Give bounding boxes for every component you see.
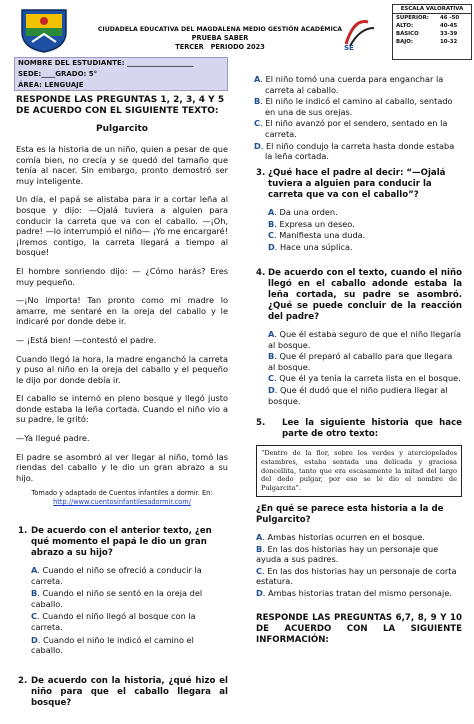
question-text: ¿Qué hace el padre al decir: “—Ojalá tuviera a alguien para conducir la carreta que va con el caballo”? <box>268 168 446 200</box>
final-instructions: RESPONDE LAS PREGUNTAS 6,7, 8, 9 Y 10 DE ACUERDO CON LA SIGUIENTE INFORMACIÓN: <box>256 612 462 645</box>
question-2 <box>18 676 228 709</box>
answer-option-b[interactable]: B. Expresa un deseo. <box>268 218 355 229</box>
answer-option-d[interactable]: D. Hace una súplica. <box>268 241 353 252</box>
source-link-wrap <box>16 498 228 507</box>
answer-option-a[interactable]: A. Que él estaba seguro de que el niño llegaría al bosque. <box>268 329 462 350</box>
institution-emblem <box>340 14 380 52</box>
question-5 <box>256 418 462 646</box>
source-note: Tomado y adaptado de Cuentos infantiles a dormir. En: <box>31 489 213 498</box>
answer-option-d[interactable]: D. Cuando el niño le indicó el camino el caballo. <box>31 634 194 656</box>
answer-options <box>256 329 462 406</box>
scale-row: BÁSICO 33-39 <box>396 31 458 37</box>
grading-scale <box>392 4 472 60</box>
story-title: Pulgarcito <box>96 124 148 134</box>
answer-option-d[interactable]: D. Ambas historias tratan del mismo personaje. <box>256 587 452 598</box>
story-paragraph: Un día, el papá se alistaba para ir a cortar leña al bosque y dijo: —Ojalá tuviera a alguien para conducir la carreta que va con el caballo. —¡Oh, padre! —lo interrumpió el niño— ¡Yo me encargaré! ¡Iremos contigo, la carreta llegará a tiempo al bosque! <box>16 194 228 258</box>
followup-question: ¿En qué se parece esta historia a la de Pulgarcito? <box>256 503 444 525</box>
question-3-header <box>256 168 462 201</box>
answer-option-d[interactable]: D. El niño condujo la carreta hasta donde estaba la leña cortada. <box>254 140 455 162</box>
scale-row: SUPERIOR: 46 -50 <box>396 15 460 21</box>
scale-title: ESCALA VALORATIVA <box>393 5 471 14</box>
shield-icon <box>18 6 70 54</box>
school-logo <box>18 6 70 54</box>
answer-option-a[interactable]: A. Da una orden. <box>268 207 338 217</box>
question-1 <box>18 526 228 656</box>
answer-option-b[interactable]: B. Que él preparó al caballo para que llegara al bosque. <box>268 351 453 372</box>
scale-row: ALTO: 40-45 <box>396 23 458 29</box>
answer-option-a[interactable]: A. Cuando el niño se ofreció a conducir la carreta. <box>31 565 202 586</box>
answer-option-c[interactable]: C. Que él ya tenía la carreta lista en el bosque. <box>268 373 461 384</box>
period-label: TERCER PERIODO 2023 <box>175 43 265 51</box>
story-paragraph: — ¡Está bien! —contestó el padre. <box>16 334 157 345</box>
scale-row: BAJO: 10-32 <box>396 39 458 45</box>
answer-option-a[interactable]: A. Ambas historias ocurren en el bosque. <box>256 531 425 542</box>
question-text: De acuerdo con el texto, cuando el niño llegó en el caballo adonde estaba la leña cortada, su padre se asombró. ¿Qué se puede concluir de la reacción del padre? <box>268 268 462 322</box>
area-field: ÁREA: LENGUAJE <box>18 81 84 89</box>
question-3 <box>256 168 462 252</box>
answer-option-b[interactable]: B. En las dos historias hay un personaje que ayuda a sus padres. <box>256 543 439 565</box>
question-number: 3. <box>256 168 266 178</box>
story-paragraph: —Ya llegué padre. <box>16 433 90 444</box>
answer-option-c[interactable]: C. Cuando el niño llegó al bosque con la carreta. <box>31 611 196 632</box>
site-grade-field[interactable]: SEDE:____GRADO: 5° <box>18 70 98 78</box>
question-1-header <box>18 526 228 559</box>
question-4 <box>256 268 462 406</box>
question-number: 2. <box>18 676 28 686</box>
question-2-header <box>18 676 228 709</box>
question-text: De acuerdo con el anterior texto, ¿en qué momento el papá le dio un gran abrazo a su hijo? <box>31 526 212 558</box>
emblem-icon <box>340 14 380 52</box>
question-2-options <box>254 74 462 162</box>
school-name: CIUDADELA EDUCATIVA DEL MAGDALENA MEDIO GESTIÓN ACADÉMICA <box>97 26 343 33</box>
story-paragraph: El caballo se internó en pleno bosque y llegó justo donde estaba la leña cortada. Cuando el niño vio a su padre, le gritó: <box>16 393 228 425</box>
question-text: Lee la siguiente historia que hace parte de otro texto: <box>282 418 462 439</box>
story-paragraph: Esta es la historia de un niño, quien a pesar de que comía bien, no crecía y se quedó del tamaño que tenía al nacer. Sin embargo, pronto demostró ser muy inteligente. <box>16 144 228 186</box>
svg-text:SE: SE <box>344 44 354 52</box>
answer-option-c[interactable]: C. Manifiesta una duda. <box>268 230 366 241</box>
question-number: 1. <box>18 526 28 536</box>
student-name-field[interactable]: NOMBRE DEL ESTUDIANTE: ___________________ <box>18 59 194 67</box>
question-number: 5. <box>256 418 266 428</box>
story-paragraph: Cuando llegó la hora, la madre enganchó la carreta y puso al niño en la oreja del caballo y el pequeño le dijo por donde debía ir. <box>16 353 228 385</box>
question-number: 4. <box>256 268 266 278</box>
instructions: RESPONDE LAS PREGUNTAS 1, 2, 3, 4 Y 5 DE ACUERDO CON EL SIGUIENTE TEXTO: <box>16 95 225 116</box>
story-paragraph: El hombre sonriendo dijo: — ¿Cómo harás? Eres muy pequeño. <box>16 265 228 287</box>
quote-box: “Dentro de la flor, sobre los verdes y aterciopelados estambres, estaba sentada una delicada y graciosa doncellita, tanto que era escasamente la mitad del largo del dedo pulgar, por eso se le dio el nombre de Pulgarcita”. <box>256 445 462 497</box>
source-link[interactable]: http://www.cuentosinfantilesadormir.com/ <box>53 497 191 506</box>
answer-option-c[interactable]: C. En las dos historias hay un personaje de corta estatura. <box>256 565 457 587</box>
story-paragraph: —¡No importa! Tan pronto como mi madre lo amarre, me sentaré en la oreja del caballo y le indicaré por donde debe ir. <box>16 295 228 327</box>
answer-option-b[interactable]: B. Cuando el niño se sentó en la oreja del caballo. <box>31 588 203 609</box>
answer-options <box>256 532 462 599</box>
answer-options <box>256 207 462 252</box>
answer-option-a[interactable]: A. El niño tomó una cuerda para enganchar la carreta al caballo. <box>254 74 444 95</box>
answer-option-b[interactable]: B. El niño le indicó el camino al caballo, sentado en una de sus orejas. <box>254 96 453 117</box>
test-name: PRUEBA SABER <box>191 34 249 42</box>
question-4-header <box>256 268 462 323</box>
left-column <box>16 95 228 506</box>
story-paragraph: El padre se asombró al ver llegar al niño, tomó las riendas del caballo y le dio un gran abrazo a su hijo. <box>16 451 228 483</box>
question-text: De acuerdo con la historia, ¿qué hizo el niño para que el caballo llegara al bosque? <box>31 676 228 708</box>
answer-option-c[interactable]: C. El niño avanzó por el sendero, sentado en la carreta. <box>254 118 448 139</box>
question-5-header <box>256 418 462 440</box>
answer-option-d[interactable]: D. Que él dudó que el niño pudiera llegar al bosque. <box>268 384 448 406</box>
answer-options <box>18 565 228 656</box>
student-info-box <box>14 57 228 91</box>
